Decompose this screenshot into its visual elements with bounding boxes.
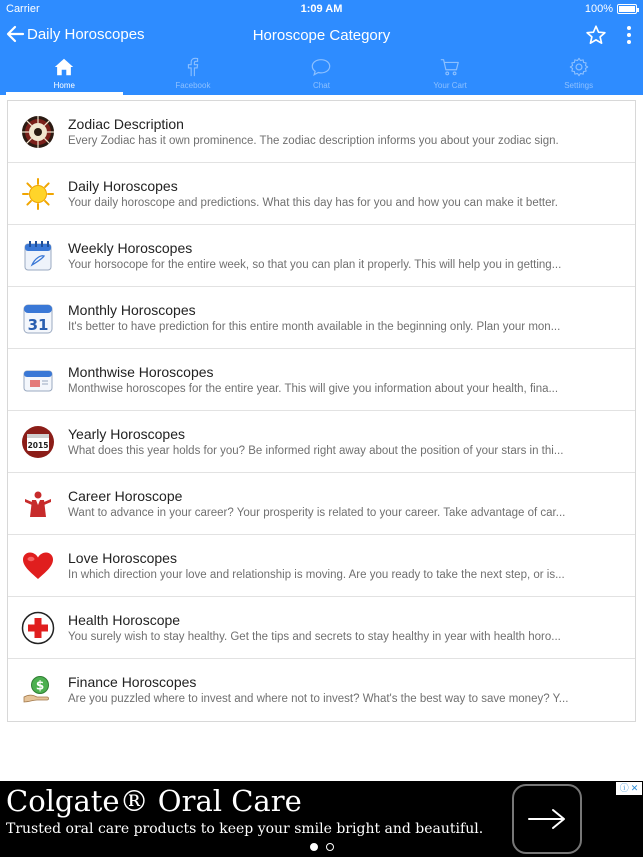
favorite-star-icon[interactable] bbox=[585, 24, 607, 46]
category-description: It's better to have prediction for this entire month available in the beginning only. Plan your mon... bbox=[68, 321, 561, 333]
tab-home[interactable] bbox=[0, 52, 129, 95]
category-title: Career Horoscope bbox=[68, 488, 183, 504]
category-item-daily-horoscopes[interactable] bbox=[8, 163, 635, 225]
tab-home-label: Home bbox=[53, 81, 75, 90]
tab-chat[interactable] bbox=[257, 52, 386, 95]
ad-subtitle: Trusted oral care products to keep your smile bright and beautiful. bbox=[6, 821, 484, 837]
category-title: Love Horoscopes bbox=[68, 550, 177, 566]
page-title: Horoscope Category bbox=[252, 27, 391, 44]
category-title: Daily Horoscopes bbox=[68, 178, 178, 194]
app-header bbox=[0, 0, 643, 95]
category-description: Are you puzzled where to invest and where not to invest? What's the best way to save money? Y... bbox=[68, 693, 569, 705]
year-badge-text: 2015 bbox=[27, 441, 49, 450]
monthwise-calendar-icon bbox=[21, 363, 55, 397]
career-icon bbox=[21, 487, 55, 521]
category-description: Every Zodiac has it own prominence. The zodiac description informs you about your zodiac sign. bbox=[68, 135, 559, 147]
adchoices-badge[interactable] bbox=[616, 782, 642, 795]
settings-icon bbox=[568, 56, 590, 78]
nav-bar bbox=[0, 20, 643, 52]
tab-facebook[interactable] bbox=[129, 52, 258, 95]
category-description: In which direction your love and relationship is moving. Are you ready to take the next step, or is... bbox=[68, 569, 565, 581]
category-description: Your daily horoscope and predictions. What this day has for you and how you can make it better. bbox=[68, 197, 558, 209]
category-item-monthwise-horoscopes[interactable] bbox=[8, 349, 635, 411]
category-title: Zodiac Description bbox=[68, 116, 184, 132]
weekly-calendar-icon bbox=[21, 239, 55, 273]
category-title: Monthly Horoscopes bbox=[68, 302, 196, 318]
category-description: Monthwise horoscopes for the entire year. This will give you information about your health, fina... bbox=[68, 383, 559, 395]
tab-bar bbox=[0, 52, 643, 95]
category-description: What does this year holds for you? Be informed right away about the position of your stars in thi... bbox=[68, 445, 564, 457]
category-item-health-horoscope[interactable] bbox=[8, 597, 635, 659]
category-title: Weekly Horoscopes bbox=[68, 240, 193, 256]
sun-icon bbox=[21, 177, 55, 211]
more-options-icon[interactable] bbox=[625, 25, 633, 45]
tab-cart[interactable] bbox=[386, 52, 515, 95]
ad-banner[interactable] bbox=[0, 781, 643, 857]
adchoices-info-icon: ⓘ bbox=[619, 783, 629, 793]
zodiac-wheel-icon bbox=[21, 115, 55, 149]
battery-icon bbox=[617, 4, 637, 14]
category-description: You surely wish to stay healthy. Get the tips and secrets to stay healthy in year with health horo... bbox=[68, 631, 561, 643]
category-title: Yearly Horoscopes bbox=[68, 426, 185, 442]
category-item-finance-horoscopes[interactable] bbox=[8, 659, 635, 721]
category-title: Health Horoscope bbox=[68, 612, 181, 628]
tab-settings-label: Settings bbox=[564, 81, 594, 90]
carrier-label: Carrier bbox=[6, 3, 40, 15]
adchoices-close-icon: ✕ bbox=[630, 783, 639, 793]
category-item-zodiac-description[interactable] bbox=[8, 101, 635, 163]
tab-cart-label: Your Cart bbox=[433, 81, 467, 90]
facebook-icon bbox=[182, 56, 204, 78]
page-dot bbox=[326, 843, 334, 851]
finance-money-icon bbox=[21, 673, 55, 707]
ad-title: Colgate® Oral Care bbox=[6, 784, 302, 818]
heart-icon bbox=[21, 549, 55, 583]
arrow-right-icon bbox=[527, 807, 567, 831]
category-item-weekly-horoscopes[interactable] bbox=[8, 225, 635, 287]
tab-facebook-label: Facebook bbox=[175, 81, 211, 90]
monthly-calendar-icon bbox=[21, 301, 55, 335]
category-item-love-horoscopes[interactable] bbox=[8, 535, 635, 597]
chat-icon bbox=[310, 56, 332, 78]
svg-text:$: $ bbox=[35, 678, 45, 693]
category-title: Monthwise Horoscopes bbox=[68, 364, 214, 380]
yearly-calendar-icon bbox=[21, 425, 55, 459]
category-description: Want to advance in your career? Your prosperity is related to your career. Take advantage of car... bbox=[68, 507, 566, 519]
tab-chat-label: Chat bbox=[313, 81, 330, 90]
category-list bbox=[7, 100, 636, 722]
page-dot-active bbox=[310, 843, 318, 851]
ad-page-indicator bbox=[0, 843, 643, 851]
category-item-career-horoscope[interactable] bbox=[8, 473, 635, 535]
cart-icon bbox=[439, 56, 461, 78]
status-bar bbox=[0, 0, 643, 18]
status-time: 1:09 AM bbox=[300, 3, 343, 15]
tab-settings[interactable] bbox=[514, 52, 643, 95]
category-item-yearly-horoscopes[interactable] bbox=[8, 411, 635, 473]
category-item-monthly-horoscopes[interactable] bbox=[8, 287, 635, 349]
category-title: Finance Horoscopes bbox=[68, 674, 197, 690]
home-icon bbox=[53, 56, 75, 78]
back-label: Daily Horoscopes bbox=[27, 25, 145, 43]
battery-percent: 100% bbox=[584, 3, 613, 15]
health-cross-icon bbox=[21, 611, 55, 645]
category-description: Your horsocope for the entire week, so that you can plan it properly. This will help you in getting... bbox=[68, 259, 562, 271]
svg-text:31: 31 bbox=[27, 316, 49, 334]
